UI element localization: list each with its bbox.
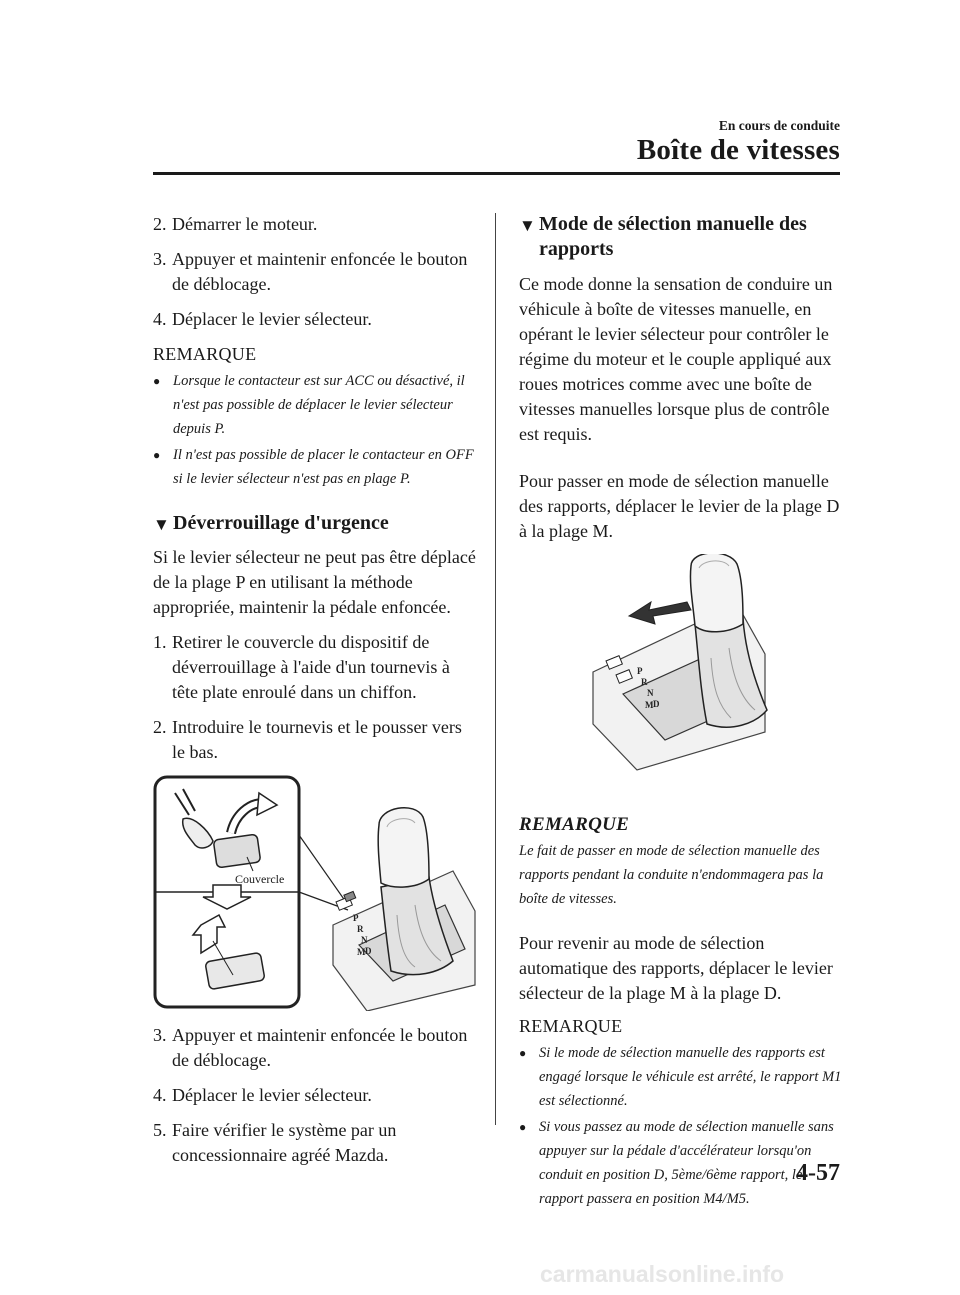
section-heading-manual <box>519 212 844 262</box>
step-number: 2. <box>153 214 167 234</box>
step-text: Démarrer le moteur. <box>172 214 318 234</box>
note-text: Il n'est pas possible de placer le contacteur en OFF si le levier sélecteur n'est pas en plage P. <box>173 447 474 487</box>
step-3 <box>153 1023 478 1073</box>
gear-label: M <box>357 947 366 957</box>
step-text: Déplacer le levier sélecteur. <box>172 309 372 329</box>
note-text: Le fait de passer en mode de sélection manuelle des rapports pendant la conduite n'endommagera pas la boîte de vitesses. <box>519 843 824 907</box>
watermark <box>540 1250 960 1295</box>
note-text: Si vous passez au mode de sélection manuelle sans appuyer sur la pédale d'accélérateur lorsqu'on conduit en position D, 5ème/6ème rapport, le rapport passera en position M4/M5. <box>539 1119 834 1207</box>
paragraph: Pour revenir au mode de sélection automatique des rapports, déplacer le levier sélecteur de la plage M à la plage D. <box>519 933 833 1003</box>
step-number: 5. <box>153 1120 167 1140</box>
gear-label: R <box>641 677 648 687</box>
step-1 <box>153 630 478 705</box>
note-title: REMARQUE <box>519 1016 623 1036</box>
note-item <box>519 1041 844 1113</box>
step-number: 1. <box>153 632 167 652</box>
bullet-icon: ● <box>519 1046 527 1060</box>
bullet-icon: ● <box>153 374 161 388</box>
header-rule <box>153 172 840 175</box>
heading-text: Déverrouillage d'urgence <box>173 512 389 534</box>
manual-shift-figure <box>519 554 844 806</box>
figure-label-couvercle: Couvercle <box>235 872 285 886</box>
step-text: Déplacer le levier sélecteur. <box>172 1085 372 1105</box>
left-column <box>153 212 478 1178</box>
watermark-text: carmanualsonline.info <box>540 1261 785 1287</box>
gear-label: D <box>653 699 660 709</box>
triangle-down-icon: ▼ <box>153 515 170 534</box>
step-number: 4. <box>153 309 167 329</box>
chapter-title: En cours de conduite <box>718 118 840 133</box>
step-text: Appuyer et maintenir enfoncée le bouton de déblocage. <box>172 249 468 294</box>
right-column <box>519 212 844 1213</box>
heading-text: Mode de sélection manuelle des rapports <box>539 213 807 260</box>
gear-label: D <box>365 946 372 956</box>
step-number: 4. <box>153 1085 167 1105</box>
note-item <box>153 443 478 491</box>
step-3 <box>153 247 478 297</box>
paragraph: Ce mode donne la sensation de conduire un véhicule à boîte de vitesses manuelle, en opérant le levier sélecteur pour contrôler le régime du moteur et le couple appliqué aux roues motrices comme avec une boîte de vitesses manuelles lorsque plus de contrôle est requis. <box>519 274 833 444</box>
step-4 <box>153 1083 478 1108</box>
step-text: Introduire le tournevis et le pousser vers le bas. <box>172 717 462 762</box>
paragraph: Si le levier sélecteur ne peut pas être déplacé de la plage P en utilisant la méthode appropriée, maintenir la pédale enfoncée. <box>153 547 476 617</box>
column-divider <box>495 213 496 1125</box>
note-text: Lorsque le contacteur est sur ACC ou désactivé, il n'est pas possible de déplacer le levier sélecteur depuis P. <box>173 373 465 437</box>
bullet-icon: ● <box>153 448 161 462</box>
paragraph: Pour passer en mode de sélection manuelle des rapports, déplacer le levier de la plage D à la plage M. <box>519 471 840 541</box>
note-title: REMARQUE <box>519 814 630 835</box>
gear-label: N <box>647 688 654 698</box>
gear-label: P <box>637 666 643 676</box>
section-title: Boîte de vitesses <box>636 134 840 166</box>
section-heading-emergency <box>153 511 478 537</box>
bullet-icon: ● <box>519 1120 527 1134</box>
note-text: Si le mode de sélection manuelle des rapports est engagé lorsque le véhicule est arrêté, le rapport M1 est sélectionné. <box>539 1045 842 1109</box>
step-5 <box>153 1118 478 1168</box>
emergency-release-figure <box>153 775 478 1011</box>
step-text: Faire vérifier le système par un concessionnaire agréé Mazda. <box>172 1120 397 1165</box>
step-text: Appuyer et maintenir enfoncée le bouton de déblocage. <box>172 1025 468 1070</box>
gear-label: R <box>357 924 364 934</box>
note-item <box>153 369 478 441</box>
step-number: 3. <box>153 249 167 269</box>
triangle-down-icon: ▼ <box>519 216 536 235</box>
note-title: REMARQUE <box>153 344 257 364</box>
gear-label: N <box>361 935 368 945</box>
step-number: 2. <box>153 717 167 737</box>
gear-label: M <box>645 700 654 710</box>
step-text: Retirer le couvercle du dispositif de déverrouillage à l'aide d'un tournevis à tête plate enroulé dans un chiffon. <box>172 632 450 702</box>
page-number: 4-57 <box>796 1160 840 1186</box>
step-number: 3. <box>153 1025 167 1045</box>
gear-label: P <box>353 913 359 923</box>
step-2 <box>153 715 478 765</box>
step-2 <box>153 212 478 237</box>
note-list <box>153 369 478 491</box>
step-4 <box>153 307 478 332</box>
